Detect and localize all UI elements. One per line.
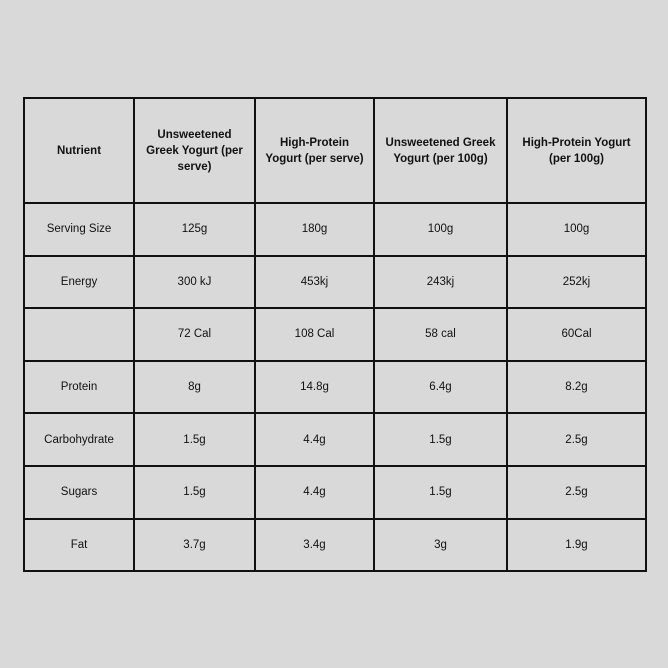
- header-high-protein-per-100g: High-Protein Yogurt (per 100g): [507, 98, 646, 203]
- row-label: Carbohydrate: [24, 413, 134, 466]
- header-nutrient: Nutrient: [24, 98, 134, 203]
- table-cell: 6.4g: [374, 361, 507, 414]
- table-cell: 8g: [134, 361, 255, 414]
- table-cell: 8.2g: [507, 361, 646, 414]
- row-label: Sugars: [24, 466, 134, 519]
- table-cell: 2.5g: [507, 413, 646, 466]
- table-row: [24, 361, 646, 414]
- table-row: [24, 466, 646, 519]
- table-cell: 1.9g: [507, 519, 646, 572]
- table-cell: 300 kJ: [134, 256, 255, 309]
- table-cell: 60Cal: [507, 308, 646, 361]
- table-row: [24, 203, 646, 256]
- table-row: [24, 256, 646, 309]
- table-cell: 1.5g: [134, 466, 255, 519]
- table-cell: 2.5g: [507, 466, 646, 519]
- table-cell: 3.4g: [255, 519, 374, 572]
- table-cell: 1.5g: [374, 413, 507, 466]
- table-cell: 1.5g: [134, 413, 255, 466]
- table-cell: 3g: [374, 519, 507, 572]
- table-cell: 243kj: [374, 256, 507, 309]
- header-row: [24, 98, 646, 203]
- table-cell: 1.5g: [374, 466, 507, 519]
- table-cell: 453kj: [255, 256, 374, 309]
- table-cell: 72 Cal: [134, 308, 255, 361]
- header-high-protein-per-serve: High-Protein Yogurt (per serve): [255, 98, 374, 203]
- row-label: Fat: [24, 519, 134, 572]
- table-cell: 4.4g: [255, 466, 374, 519]
- table-cell: 125g: [134, 203, 255, 256]
- table-cell: 58 cal: [374, 308, 507, 361]
- table-cell: 100g: [374, 203, 507, 256]
- nutrition-table: [23, 97, 647, 572]
- row-label: [24, 308, 134, 361]
- row-label: Serving Size: [24, 203, 134, 256]
- table-cell: 4.4g: [255, 413, 374, 466]
- table-cell: 180g: [255, 203, 374, 256]
- table-row: [24, 413, 646, 466]
- table-cell: 14.8g: [255, 361, 374, 414]
- header-greek-per-100g: Unsweetened Greek Yogurt (per 100g): [374, 98, 507, 203]
- table-cell: 100g: [507, 203, 646, 256]
- table-row: [24, 519, 646, 572]
- table-row: [24, 308, 646, 361]
- header-greek-per-serve: Unsweetened Greek Yogurt (per serve): [134, 98, 255, 203]
- row-label: Energy: [24, 256, 134, 309]
- table-cell: 3.7g: [134, 519, 255, 572]
- table-cell: 108 Cal: [255, 308, 374, 361]
- row-label: Protein: [24, 361, 134, 414]
- table-cell: 252kj: [507, 256, 646, 309]
